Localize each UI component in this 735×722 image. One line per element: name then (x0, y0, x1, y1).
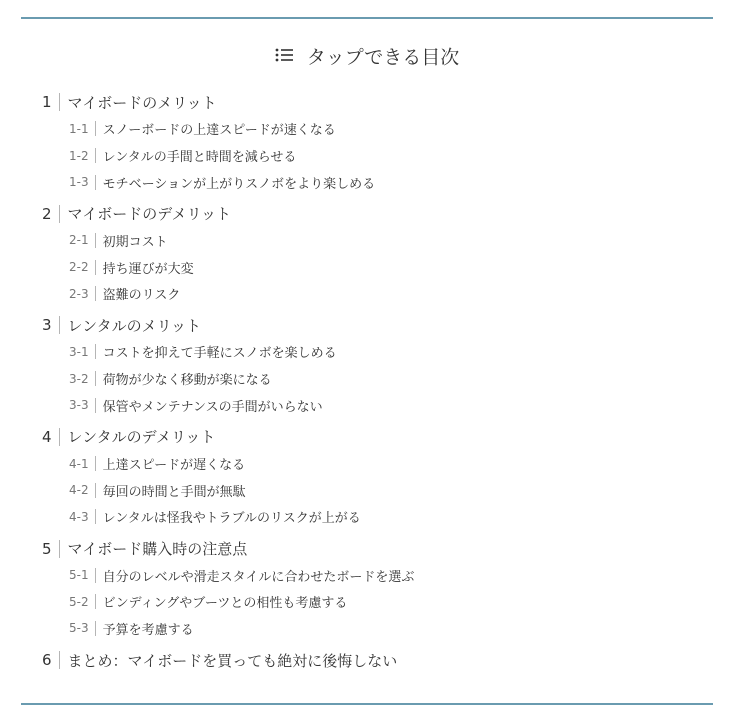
toc-sections (42, 89, 703, 673)
subsection-label: 毎回の時間と手間が無駄 (102, 484, 246, 500)
subsection-number: 4-3 (69, 509, 89, 524)
toc-link-1-2[interactable] (42, 142, 703, 169)
subsection-list (42, 227, 703, 307)
separator (95, 260, 96, 275)
subsection-label: 盗難のリスク (102, 288, 181, 304)
toc-section (42, 647, 703, 674)
subsection-label: ビンディングやブーツとの相性も考慮する (102, 596, 348, 612)
toc-link-section-6[interactable] (42, 647, 703, 674)
separator (95, 568, 96, 583)
toc-section (42, 201, 703, 308)
section-number: 5 (42, 539, 52, 558)
toc-section (42, 89, 703, 196)
subsection-number: 4-2 (69, 483, 89, 498)
separator (95, 594, 96, 609)
toc-link-4-1[interactable] (42, 450, 703, 477)
toc-link-3-1[interactable] (42, 339, 703, 366)
separator (95, 148, 96, 163)
toc-link-5-3[interactable] (42, 615, 703, 642)
section-number: 1 (42, 93, 52, 112)
subsection-number: 2-1 (69, 233, 89, 248)
toc-link-section-1[interactable] (42, 89, 703, 116)
toc-link-4-3[interactable] (42, 504, 703, 531)
subsection-list (42, 116, 703, 196)
section-number: 6 (42, 651, 52, 670)
separator (95, 483, 96, 498)
toc-link-section-2[interactable] (42, 201, 703, 228)
subsection-label: レンタルは怪我やトラブルのリスクが上がる (102, 511, 361, 527)
separator (59, 205, 60, 223)
section-number: 2 (42, 204, 52, 223)
subsection-label: 予算を考慮する (102, 622, 194, 638)
subsection-number: 5-3 (69, 621, 89, 636)
toc-section (42, 424, 703, 531)
toc-link-1-3[interactable] (42, 169, 703, 196)
subsection-label: 自分のレベルや滑走スタイルに合わせたボードを選ぶ (102, 569, 415, 585)
separator (95, 398, 96, 413)
separator (59, 651, 60, 669)
subsection-label: 保管やメンテナンスの手間がいらない (102, 399, 323, 415)
section-number: 3 (42, 316, 52, 335)
toc-link-section-4[interactable] (42, 424, 703, 451)
separator (95, 175, 96, 190)
toc-section (42, 312, 703, 419)
separator (95, 456, 96, 471)
toc-link-section-3[interactable] (42, 312, 703, 339)
separator (95, 286, 96, 301)
subsection-number: 2-2 (69, 260, 89, 275)
separator (95, 509, 96, 524)
subsection-label: スノーボードの上達スピードが速くなる (102, 123, 336, 139)
subsection-number: 1-2 (69, 148, 89, 163)
separator (95, 344, 96, 359)
subsection-number: 5-2 (69, 594, 89, 609)
subsection-label: モチベーションが上がりスノボをより楽しめる (102, 176, 376, 192)
toc-link-5-2[interactable] (42, 588, 703, 615)
separator (95, 621, 96, 636)
toc-link-2-1[interactable] (42, 227, 703, 254)
subsection-number: 2-3 (69, 286, 89, 301)
separator (95, 233, 96, 248)
subsection-label: 上達スピードが遅くなる (102, 458, 246, 474)
section-label: マイボード購入時の注意点 (67, 540, 248, 558)
subsection-label: レンタルの手間と時間を減らせる (102, 150, 297, 166)
subsection-number: 1-3 (69, 175, 89, 190)
toc-title-text: タップできる目次 (306, 46, 460, 69)
subsection-list (42, 450, 703, 530)
subsection-number: 5-1 (69, 568, 89, 583)
section-number: 4 (42, 427, 52, 446)
section-label: マイボードのデメリット (67, 205, 232, 224)
subsection-label: 持ち運びが大変 (102, 261, 194, 277)
toc-link-2-2[interactable] (42, 254, 703, 281)
section-label: レンタルのメリット (67, 316, 201, 335)
separator (59, 93, 60, 111)
toc-link-3-3[interactable] (42, 392, 703, 419)
separator (95, 121, 96, 136)
subsection-number: 3-1 (69, 344, 89, 359)
toc-link-1-1[interactable] (42, 116, 703, 143)
subsection-list (42, 339, 703, 419)
separator (59, 316, 60, 334)
toc-section (42, 535, 703, 642)
section-label: マイボードのメリット (67, 93, 217, 112)
separator (59, 428, 60, 446)
subsection-number: 4-1 (69, 456, 89, 471)
section-label: まとめ：マイボードを買っても絶対に後悔しない (67, 651, 398, 670)
subsection-number: 3-3 (69, 398, 89, 413)
separator (95, 371, 96, 386)
subsection-label: 荷物が少なく移動が楽になる (102, 373, 272, 389)
table-of-contents (21, 17, 713, 705)
toc-link-4-2[interactable] (42, 477, 703, 504)
list-icon (275, 42, 293, 70)
toc-link-section-5[interactable] (42, 535, 703, 562)
separator (59, 540, 60, 558)
toc-link-2-3[interactable] (42, 280, 703, 307)
subsection-label: 初期コスト (102, 234, 168, 250)
subsection-number: 1-1 (69, 121, 89, 136)
toc-link-5-1[interactable] (42, 562, 703, 589)
section-label: レンタルのデメリット (67, 428, 216, 447)
subsection-label: コストを抑えて手軽にスノボを楽しめる (102, 346, 337, 362)
toc-link-3-2[interactable] (42, 365, 703, 392)
toc-title (21, 43, 713, 72)
subsection-number: 3-2 (69, 371, 89, 386)
subsection-list (42, 562, 703, 642)
